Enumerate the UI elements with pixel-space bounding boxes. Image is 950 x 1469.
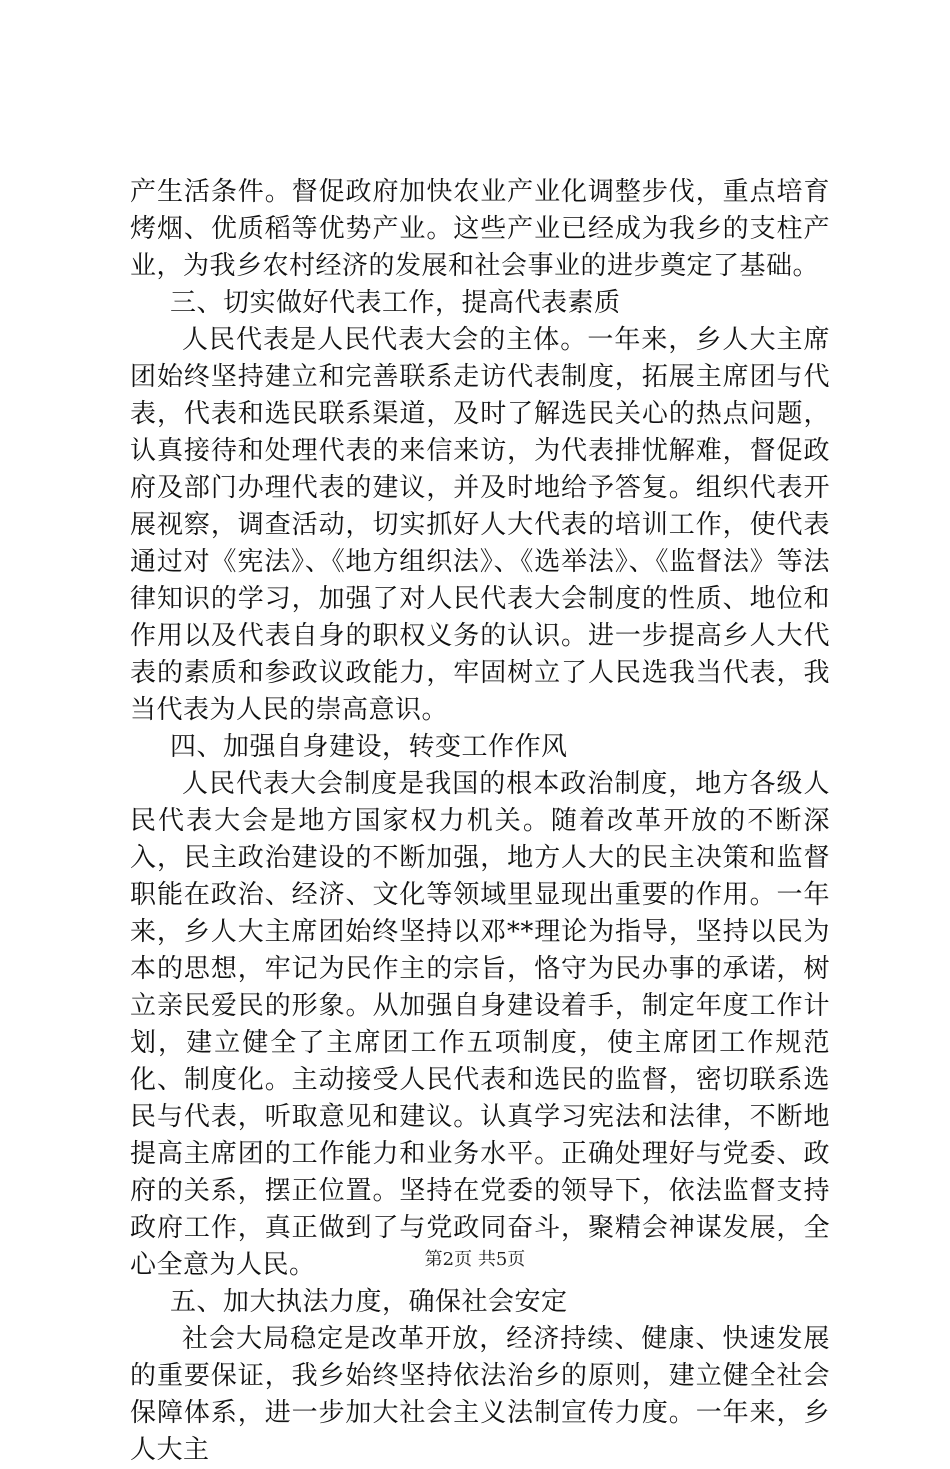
paragraph-self-building: 人民代表大会制度是我国的根本政治制度，地方各级人民代表大会是地方国家权力机关。随着改革开放的不断深入，民主政治建设的不断加强，地方人大的民主决策和监督职能在政治、经济、文化等领域里显现出重要的作用。一年来，乡人大主席团始终坚持以邓**理论为指导，坚持以民为本的思想，牢记为民作主的宗旨，恪守为民办事的承诺，树立亲民爱民的形象。从加强自身建设着手，制定年度工作计划，建立健全了主席团工作五项制度，使主席团工作规范化、制度化。主动接受人民代表和选民的监督，密切联系选民与代表，听取意见和建议。认真学习宪法和法律，不断地提高主席团的工作能力和业务水平。正确处理好与党委、政府的关系，摆正位置。坚持在党委的领导下，依法监督支持政府工作，真正做到了与党政同奋斗，聚精会神谋发展，全心全意为人民。 [130,769,830,1280]
paragraph-social-stability: 社会大局稳定是改革开放，经济持续、健康、快速发展的重要保证，我乡始终坚持依法治乡的原则，建立健全社会保障体系，进一步加大社会主义法制宣传力度。一年来，乡人大主 [130,1324,830,1465]
document-body [130,174,830,1469]
section-heading-3: 三、切实做好代表工作，提高代表素质 [170,288,621,318]
page-footer: 第2页 共5页 [424,1249,526,1270]
paragraph-representatives: 人民代表是人民代表大会的主体。一年来，乡人大主席团始终坚持建立和完善联系走访代表制度，拓展主席团与代表，代表和选民联系渠道，及时了解选民关心的热点问题，认真接待和处理代表的来信来访，为代表排忧解难，督促政府及部门办理代表的建议，并及时地给予答复。组织代表开展视察，调查活动，切实抓好人大代表的培训工作，使代表通过对《宪法》、《地方组织法》、《选举法》、《监督法》等法律知识的学习，加强了对人民代表大会制度的性质、地位和作用以及代表自身的职权义务的认识。进一步提高乡人大代表的素质和参政议政能力，牢固树立了人民选我当代表，我当代表为人民的崇高意识。 [130,325,830,725]
section-heading-5: 五、加大执法力度，确保社会安定 [170,1287,568,1317]
section-heading-4: 四、加强自身建设，转变工作作风 [170,732,568,762]
paragraph-continuation: 产生活条件。督促政府加快农业产业化调整步伐，重点培育烤烟、优质稻等优势产业。这些产业已经成为我乡的支柱产业，为我乡农村经济的发展和社会事业的进步奠定了基础。 [130,177,830,281]
